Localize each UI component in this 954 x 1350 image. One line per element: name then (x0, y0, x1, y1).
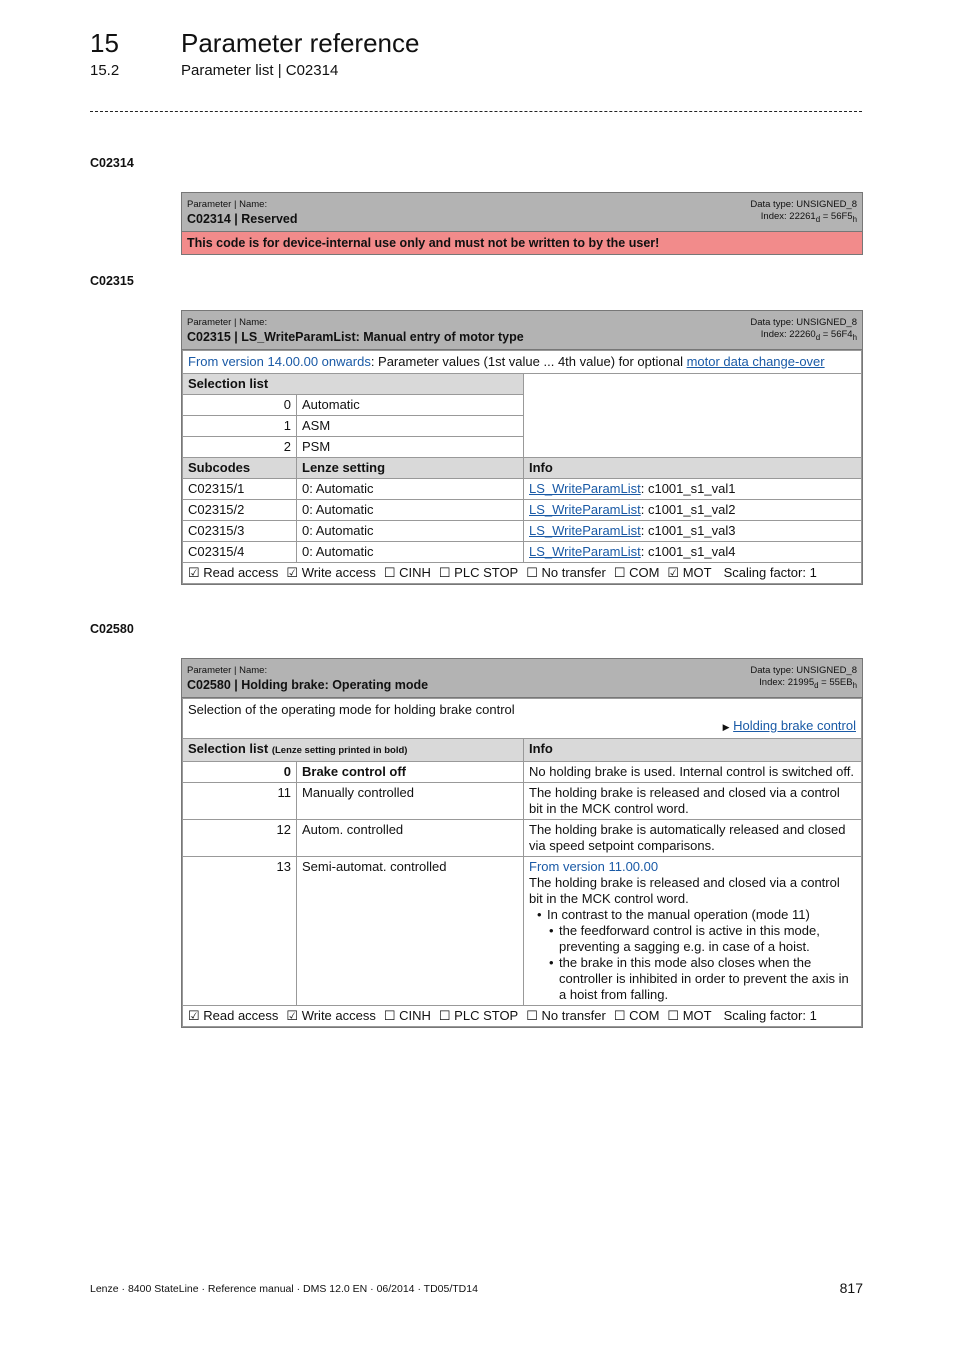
index: Index: $22261_d = 56F5_h$ (760, 211, 857, 224)
lenze-setting-header: Lenze setting (297, 458, 524, 479)
page-number: 817 (839, 1280, 863, 1296)
version-note: From version 14.00.00 onwards (188, 354, 371, 369)
param-header (182, 193, 862, 232)
anchor-c02580: C02580 (90, 622, 134, 636)
param-header (182, 311, 862, 350)
param-table-c02580 (181, 658, 863, 1028)
access-footer: ☑ Read access ☑ Write access ☐ CINH ☐ PLC STOP ☐ No transfer ☐ COM ☑ MOT Scaling factor: 1 (183, 563, 862, 584)
param-name: C02314 | Reserved (187, 212, 298, 226)
selection-row: 1 ASM (183, 416, 862, 437)
ls-writeparamlist-link[interactable]: LS_WriteParamList (529, 523, 641, 538)
selection-row: 13 Semi-automat. controlled From version 11.00.00 The holding brake is released and closed via a control bit in the MCK control word. • In contrast to the manual operation (mode 11) • the feedforward control is active in this mode, preventing a sagging e.g. in case of a hoist. • the brake in this mode also closes when the controller is inhibited in order to prevent the axis in a hoist from falling. (183, 857, 862, 1006)
access-footer: ☑ Read access ☑ Write access ☐ CINH ☐ PLC STOP ☐ No transfer ☐ COM ☐ MOT Scaling factor: 1 (183, 1006, 862, 1027)
subcode-row: C02315/2 0: Automatic LS_WriteParamList: c1001_s1_val2 (183, 500, 862, 521)
chapter-title: Parameter reference (181, 28, 420, 58)
ls-writeparamlist-link[interactable]: LS_WriteParamList (529, 481, 641, 496)
ls-writeparamlist-link[interactable]: LS_WriteParamList (529, 544, 641, 559)
data-type: Data type: UNSIGNED_8 (750, 317, 857, 328)
index: Index: $21995_d = 55EB_h$ (759, 677, 857, 690)
param-name: C02580 | Holding brake: Operating mode (187, 678, 429, 692)
section-title: Parameter list | C02314 (181, 62, 339, 79)
triangle-right-icon: ▶ (722, 722, 730, 732)
param-name: C02315 | LS_WriteParamList: Manual entry of motor type (187, 330, 524, 344)
page-footer: Lenze · 8400 StateLine · Reference manual · DMS 12.0 EN · 06/2014 · TD05/TD14 (90, 1283, 478, 1295)
param-table-c02315 (181, 310, 863, 585)
param-label: Parameter | Name: (187, 317, 268, 328)
holding-brake-control-link[interactable]: Holding brake control (733, 718, 856, 733)
c02580-grid (182, 698, 862, 1027)
param-description: Selection of the operating mode for holding brake control ▶ Holding brake control (183, 699, 862, 739)
version-note: From version 11.00.00 (529, 859, 659, 874)
anchor-c02314: C02314 (90, 156, 134, 170)
param-description: From version 14.00.00 onwards: Parameter values (1st value ... 4th value) for optional motor data change-over (183, 351, 862, 374)
warning-bar: This code is for device-internal use only and must not be written to by the user! (182, 232, 862, 254)
subcode-row: C02315/4 0: Automatic LS_WriteParamList: c1001_s1_val4 (183, 542, 862, 563)
info-header: Info (524, 458, 862, 479)
info-header: Info (524, 739, 862, 762)
data-type: Data type: UNSIGNED_8 (750, 199, 857, 210)
data-type: Data type: UNSIGNED_8 (750, 665, 857, 676)
selection-row: 11 Manually controlled The holding brake is released and closed via a control bit in the MCK control word. (183, 783, 862, 820)
subcode-row: C02315/3 0: Automatic LS_WriteParamList: c1001_s1_val3 (183, 521, 862, 542)
subcode-row: C02315/1 0: Automatic LS_WriteParamList: c1001_s1_val1 (183, 479, 862, 500)
selection-row: 0 Automatic (183, 395, 862, 416)
selection-list-header: Selection list (Lenze setting printed in bold) (183, 739, 524, 762)
param-header (182, 659, 862, 698)
motor-data-changeover-link[interactable]: motor data change-over (686, 354, 825, 369)
ls-writeparamlist-link[interactable]: LS_WriteParamList (529, 502, 641, 517)
section-number: 15.2 (90, 62, 120, 79)
selection-row: 2 PSM (183, 437, 862, 458)
param-label: Parameter | Name: (187, 199, 268, 210)
param-label: Parameter | Name: (187, 665, 268, 676)
chapter-number: 15 (90, 28, 119, 58)
c02315-grid (182, 350, 862, 584)
selection-row: 0 Brake control off No holding brake is used. Internal control is switched off. (183, 762, 862, 783)
selection-list-header: Selection list (183, 374, 524, 395)
anchor-c02315: C02315 (90, 274, 134, 288)
subcodes-header: Subcodes (183, 458, 297, 479)
param-table-c02314 (181, 192, 863, 255)
empty-cell (524, 374, 862, 458)
selection-row: 12 Autom. controlled The holding brake is automatically released and closed via speed setpoint comparisons. (183, 820, 862, 857)
index: Index: $22260_d = 56F4_h$ (760, 329, 857, 342)
header-separator (90, 111, 862, 112)
